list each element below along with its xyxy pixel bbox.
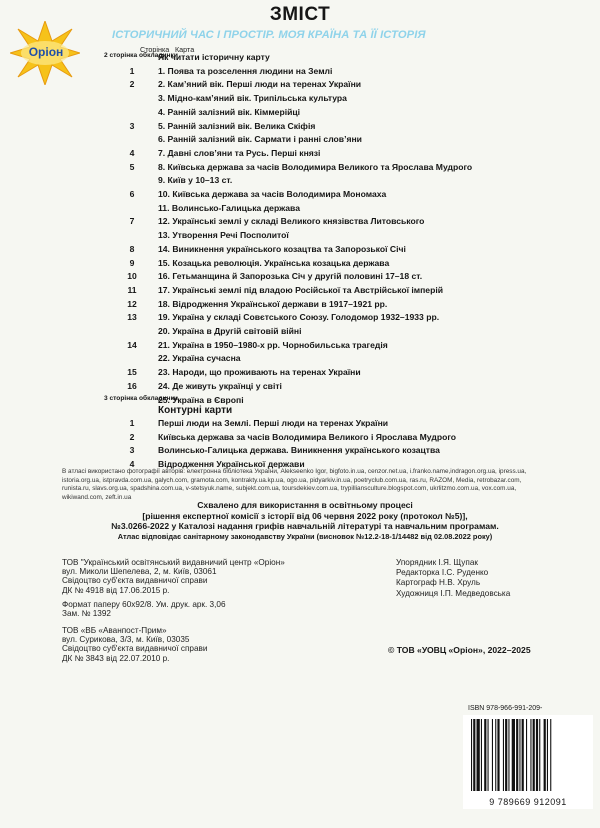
barcode-bar [484,719,486,791]
toc-page: 1 [129,418,135,428]
staff-list [396,558,510,599]
barcode-bar [492,719,493,791]
approval-line: [рішення експертної комісії з історії від 06 червня 2022 року (протокол №5)], [142,510,468,521]
copyright: © ТОВ «УОВЦ «Оріон», 2022–2025 [388,645,531,655]
photo-credits: В атласі використано фотографії авторів: електронна бібліотека України, Alekseenko Igor, bigfoto.in.ua, cenzor.net.ua, i.franko.name,indragon.org.ua, ipress.ua, istoria.org.ua, istpravda.com.ua, galych.com, gramota.com, kontrakty.ua.kp.ua, ogo.ua, pidyarkiv.in.ua, poetryclub.com.ua, ras.ru, RAZOM, Media, retrobazar.com, runista.ru, slavs.org.ua, spadshina.com.ua, v-stetsyuk.name, subjekt.com.ua, toursdekiev.com.ua, trypilliansculture.blogspot.com, ukrlitzmo.com.ua, vox.com.ua, wikiwand.com, zeft.in.ua [62,468,527,501]
toc-name: 16. Гетьманщина й Запорозька Січ у другій половині 17–18 ст. [158,271,423,282]
toc-page: 8 [129,243,135,254]
toc-page: 3 [129,445,135,455]
toc-name: 5. Ранній залізний вік. Велика Скіфія [158,120,316,131]
toc-name: 7. Давні слов’яни та Русь. Перші князі [158,147,321,158]
format-info [62,600,226,618]
toc-name: 22. Україна сучасна [158,353,241,364]
toc-page: 15 [127,367,137,378]
barcode-bar [519,719,520,791]
subtitle: ІСТОРИЧНИЙ ЧАС І ПРОСТІР. МОЯ КРАЇНА ТА ЇЇ ІСТОРІЯ [112,29,426,41]
toc-name: Перші люди на Землі. Перші люди на теренах України [158,418,389,428]
toc-name: 10. Київська держава за часів Володимира Мономаха [158,189,387,199]
toc-name: 6. Ранній залізний вік. Сармати і ранні слов’яни [158,134,362,145]
staff-line: Редакторка І.С. Руденко [396,568,489,578]
toc-page: 2 [129,79,135,90]
barcode-bar [481,719,482,791]
barcode-digits: 9 789669 912091 [489,797,567,807]
orion-logo [10,21,80,85]
page-title: ЗМІСТ [269,4,331,25]
barcode-bar [471,719,472,791]
approval-line: Атлас відповідає санітарному законодавству України (висновок №12.2-18-1/14482 від 02.08.2022 року) [117,531,493,541]
barcode-bar [533,719,535,791]
printer-line: вул. Сурикова, 3/3, м. Київ, 03035 [62,635,190,645]
barcode-bar [539,719,540,791]
barcode-bars [463,715,593,795]
toc-name: 25. Україна в Європі [158,394,244,405]
toc-name: 19. Україна у складі Совєтського Союзу. Голодомор 1932–1933 рр. [158,312,440,323]
format-line: Зам. № 1392 [62,609,111,619]
barcode-bar [550,719,551,791]
barcode-bar [547,719,548,791]
barcode-bar [505,719,507,791]
toc-name: 4. Ранній залізний вік. Кіммерійці [158,106,301,117]
toc-page: 3 [129,120,135,131]
format-line: Формат паперу 60х92/8. Ум. друк. арк. 3,06 [62,600,226,609]
approval-line: Схвалено для використання в освітньому процесі [197,500,413,510]
toc-page: 7 [129,216,135,227]
toc-name: 3. Мідно-кам’яний вік. Трипільська культура [158,93,347,104]
toc-name: 12. Українські землі у складі Великого князівства Литовського [158,216,425,227]
barcode-bar [477,719,480,791]
toc-name: 20. Україна в Другій світовій війні [158,326,302,336]
approval-line: №3.0266-2022 у Каталозі надання грифів навчальній літературі та навчальним програмам. [111,521,499,532]
toc-page: 3 сторінка обкладинки [104,394,178,402]
toc-page: 6 [129,189,135,199]
toc-name: 8. Київська держава за часів Володимира Великого та Ярослава Мудрого [158,161,473,172]
barcode-bar [495,719,496,791]
toc-page: 12 [127,298,137,309]
toc-page: 16 [127,380,137,391]
toc-page: 14 [127,339,137,350]
staff-line: Упорядник І.Я. Щупак [396,558,478,567]
staff-line: Художниця І.П. Медведовська [396,588,511,598]
toc-name: 21. Україна в 1950–1980-х рр. Чорнобильська трагедія [158,339,388,350]
barcode-bar [503,719,504,791]
barcode-bar [508,719,509,791]
printer-line: ТОВ «ВБ «Аванпост-Прим» [62,626,167,635]
toc-name: 23. Народи, що проживають на теренах України [158,367,361,378]
barcode-bar [516,719,518,791]
toc-page: 1 [129,65,135,76]
barcode-bar [473,719,475,791]
toc-name: 9. Київ у 10–13 ст. [158,175,233,186]
toc-name: 14. Виникнення українського козацтва та Запорозької Січі [158,243,406,254]
toc-name: 11. Волинсько-Галицька держава [158,202,301,213]
toc-page: 10 [127,271,137,282]
barcode-bar [488,719,489,791]
publisher-line: Свідоцтво суб'єкта видавничої справи [62,576,208,586]
barcode-bar [530,719,531,791]
barcode-bar [497,719,499,791]
publisher-line: ТОВ "Український освітянський видавничий центр «Оріон» [62,558,285,567]
toc-page: 11 [127,284,137,295]
toc-name: 1. Поява та розселення людини на Землі [158,65,333,76]
publisher-info [62,558,285,595]
toc-name: Як читати історичну карту [158,52,270,62]
toc-page: 9 [129,257,135,268]
contour-title: Контурні карти [158,405,233,416]
toc-page: 13 [127,312,137,323]
barcode [463,715,593,809]
publisher-line: ДК № 4918 від 17.06.2015 р. [62,585,170,595]
toc-page: 2 [129,431,135,442]
isbn: ISBN 978-966-991-209- [468,705,543,712]
barcode-bar [522,719,524,791]
barcode-bar [526,719,527,791]
toc-name: 2. Кам’яний вік. Перші люди на теренах України [158,79,362,90]
toc-name: Київська держава за часів Володимира Великого і Ярослава Мудрого [158,431,457,442]
barcode-bar [536,719,538,791]
toc-name: 13. Утворення Речі Посполитої [158,230,289,241]
toc-page: 4 [129,147,135,158]
logo-text: Оріон [28,45,64,59]
staff-line: Картограф Н.В. Хруль [396,578,481,588]
toc-page: 5 [129,161,135,172]
col-header-page: Сторінка [140,45,170,54]
barcode-bar [512,719,515,791]
barcode-bar [544,719,546,791]
printer-line: Свідоцтво суб'єкта видавничої справи [62,644,208,654]
toc-name: Волинсько-Галицька держава. Виникнення українського козацтва [158,445,440,455]
toc-name: 24. Де живуть українці у світі [158,380,282,391]
toc-name: 18. Відродження Української держави в 1917–1921 рр. [158,298,388,309]
toc-name: Відродження Української держави [158,458,305,469]
toc-page: 2 сторінка обкладинки [104,52,178,59]
toc-name: 17. Українські землі під владою Російської та Австрійської імперій [158,284,444,295]
toc-name: 15. Козацька революція. Українська козацька держава [158,257,390,268]
printer-info [62,626,207,663]
toc-page: 4 [129,458,135,469]
col-header-map: Карта [175,45,195,54]
printer-line: ДК № 3843 від 22.07.2010 р. [62,653,170,663]
publisher-line: вул. Миколи Шепелева, 2, м. Київ, 03061 [62,567,217,577]
approval-block [70,500,540,542]
